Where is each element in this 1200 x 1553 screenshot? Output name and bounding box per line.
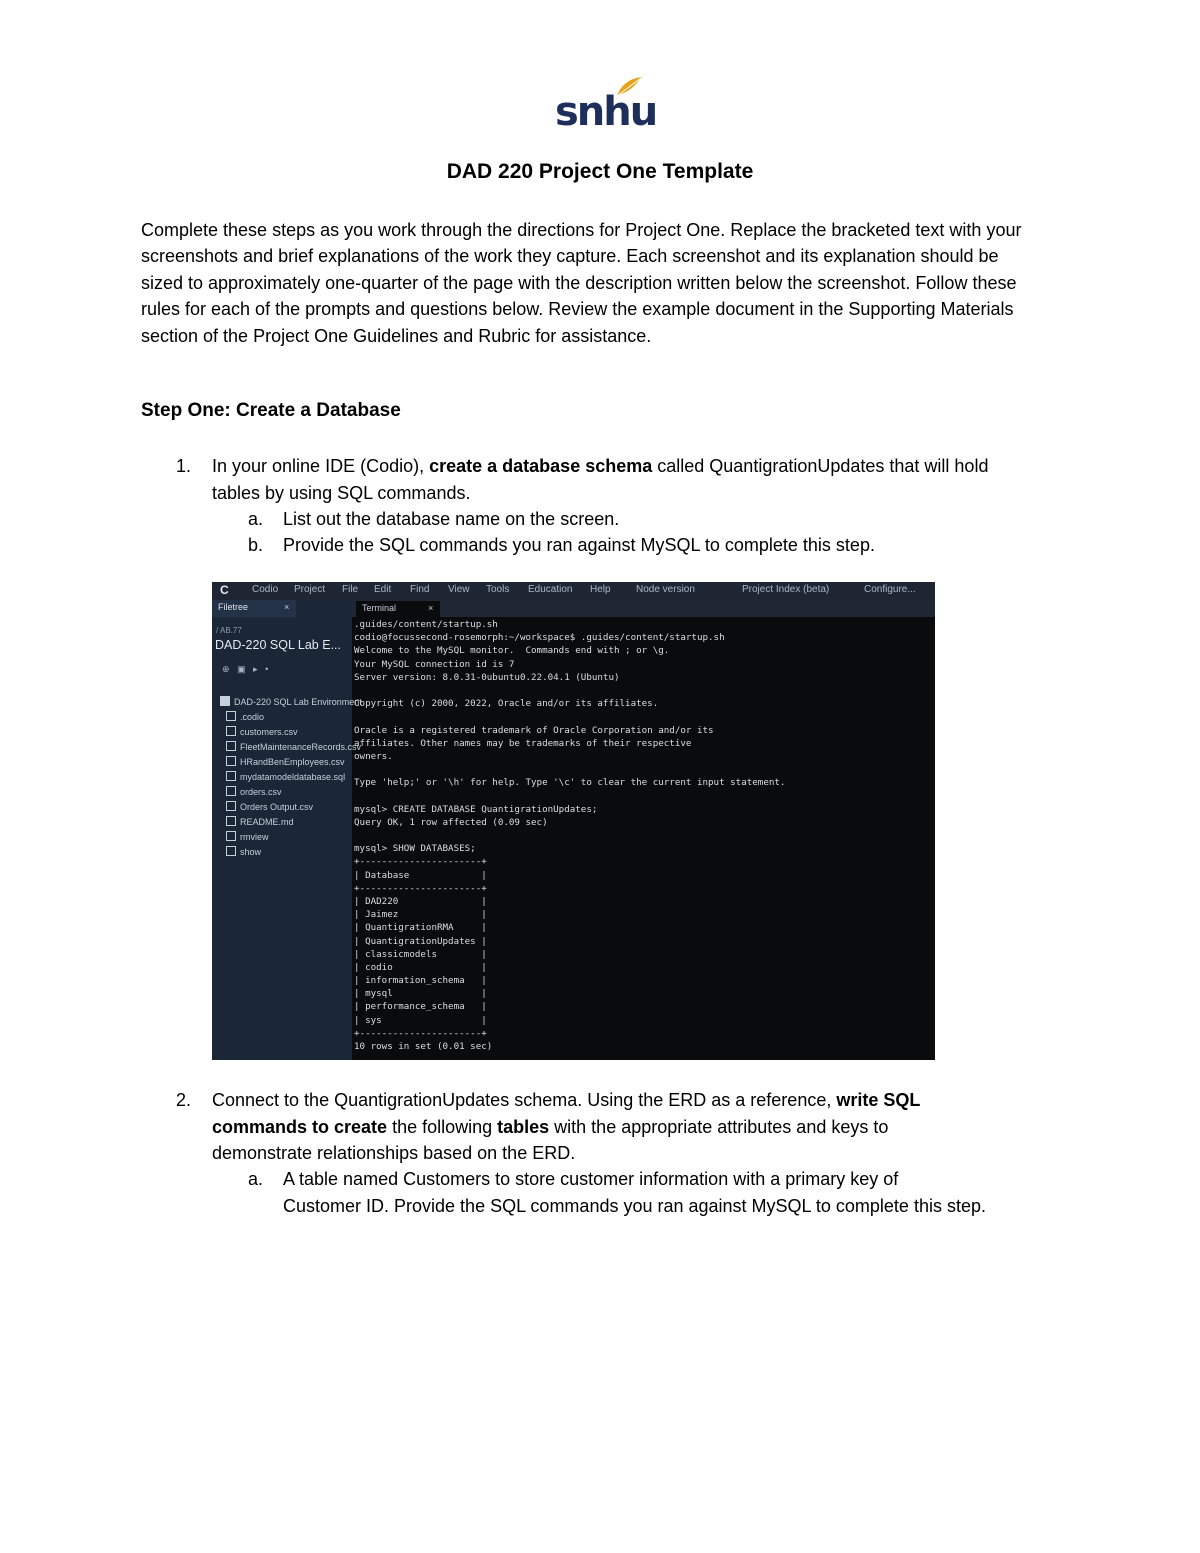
item-2-bold: tables <box>497 1117 550 1137</box>
menu-item[interactable]: Codio <box>252 584 279 595</box>
menu-item[interactable]: Tools <box>486 584 510 595</box>
snhu-logo <box>555 76 657 135</box>
refresh-icon[interactable]: • <box>265 664 269 674</box>
list-item[interactable] <box>226 846 261 857</box>
codio-logo-icon: C <box>220 583 229 597</box>
item-1-line-1 <box>212 453 1092 479</box>
terminal-output[interactable] <box>354 618 932 1053</box>
menu-item[interactable]: File <box>342 584 359 595</box>
item-2-line-3: demonstrate relationships based on the ERD. <box>212 1143 576 1163</box>
terminal-line: | Jaimez | <box>354 909 487 921</box>
add-icon[interactable]: ⊕ <box>222 664 230 674</box>
item-1a-mark: a. <box>248 509 264 529</box>
item-2a-mark: a. <box>248 1169 264 1189</box>
file-name: HRandBenEmployees.csv <box>240 757 345 767</box>
terminal-line: +----------------------+ <box>354 882 487 894</box>
item-1-text-post: called QuantigrationUpdates that will hold <box>652 456 989 476</box>
item-1b-text: Provide the SQL commands you ran against MySQL to complete this step. <box>283 535 875 555</box>
codio-screenshot <box>212 582 935 1060</box>
filetree-sidebar <box>212 600 362 1060</box>
file-icon <box>226 786 236 796</box>
terminal-line: .guides/content/startup.sh <box>354 619 498 630</box>
item-2-text: the following <box>387 1117 498 1137</box>
tab-terminal-label: Terminal <box>362 603 397 613</box>
item-2-text: Connect to the QuantigrationUpdates schema. Using the ERD as a reference, <box>212 1090 837 1110</box>
file-icon <box>226 846 236 856</box>
list-item[interactable] <box>226 816 294 827</box>
file-name: mydatamodeldatabase.sql <box>240 772 346 782</box>
item-2-bold: write SQL <box>836 1090 921 1110</box>
terminal-line: | codio | <box>354 961 487 973</box>
terminal-line: Welcome to the MySQL monitor. Commands end with ; or \g. <box>354 645 670 657</box>
folder-icon[interactable]: ▣ <box>237 664 246 674</box>
terminal-line: Your MySQL connection id is 7 <box>354 658 515 670</box>
terminal-line: mysql> SHOW DATABASES; <box>354 843 476 855</box>
file-icon <box>226 741 236 751</box>
menu-item[interactable]: View <box>448 584 470 595</box>
file-name: show <box>240 847 262 857</box>
tab-filetree[interactable] <box>212 600 296 617</box>
terminal-line: | classicmodels | <box>354 948 487 960</box>
tab-terminal[interactable] <box>356 601 440 617</box>
list-item[interactable] <box>226 756 345 767</box>
item-2a-line-1: A table named Customers to store customer information with a primary key of <box>283 1169 899 1189</box>
menu-item[interactable]: Project Index (beta) <box>742 584 830 595</box>
project-path: / AB.77 <box>216 626 242 635</box>
project-name: DAD-220 SQL Lab E... <box>215 638 341 652</box>
terminal-line: Oracle is a registered trademark of Oracle Corporation and/or its <box>354 724 714 736</box>
terminal-line: | information_schema | <box>354 975 487 987</box>
terminal-line <box>354 684 932 697</box>
item-2-text-post: with the appropriate attributes and keys to <box>549 1117 889 1137</box>
terminal-line: Copyright (c) 2000, 2022, Oracle and/or its affiliates. <box>354 698 659 710</box>
tree-toolbar <box>222 664 268 675</box>
list-item[interactable] <box>226 726 298 737</box>
tab-filetree-label: Filetree <box>218 602 249 612</box>
menu-item[interactable]: Node version <box>636 584 695 595</box>
item-2-line-1 <box>212 1087 1112 1113</box>
terminal-line: | QuantigrationUpdates | <box>354 935 487 947</box>
tree-root[interactable] <box>220 696 362 707</box>
terminal-line: | QuantigrationRMA | <box>354 922 487 934</box>
item-2-number: 2. <box>176 1090 192 1110</box>
logo-text: snhu <box>555 89 657 135</box>
terminal-line: +----------------------+ <box>354 1027 487 1039</box>
file-name: customers.csv <box>240 727 298 737</box>
ide-menubar <box>212 582 935 600</box>
item-1-line-2: tables by using SQL commands. <box>212 483 471 503</box>
file-icon <box>226 801 236 811</box>
item-1-bold: create a database schema <box>429 456 653 476</box>
list-item[interactable] <box>226 741 361 752</box>
terminal-line: owners. <box>354 750 393 762</box>
file-icon <box>226 756 236 766</box>
list-item[interactable] <box>226 786 282 797</box>
file-name: FleetMaintenanceRecords.csv <box>240 742 362 752</box>
menu-item[interactable]: Help <box>590 584 611 595</box>
list-item[interactable] <box>226 831 269 842</box>
file-icon <box>226 711 236 721</box>
menu-item[interactable]: Education <box>528 584 573 595</box>
terminal-line <box>354 829 932 842</box>
item-2a-line-2: Customer ID. Provide the SQL commands you ran against MySQL to complete this step. <box>283 1196 986 1216</box>
list-item[interactable] <box>226 801 313 812</box>
terminal-line: | mysql | <box>354 988 487 1000</box>
file-icon <box>226 816 236 826</box>
terminal-line: | DAD220 | <box>354 895 487 907</box>
terminal-line <box>354 789 932 802</box>
terminal-line <box>354 763 932 776</box>
terminal-line: affiliates. Other names may be trademarks of their respective <box>354 737 692 749</box>
list-item[interactable] <box>226 771 345 782</box>
tree-root-label: DAD-220 SQL Lab Environment <box>234 697 362 707</box>
menu-item[interactable]: Find <box>410 584 430 595</box>
item-2-bold: commands to create <box>212 1117 388 1137</box>
arrow-icon[interactable]: ▸ <box>253 664 258 674</box>
terminal-line: Query OK, 1 row affected (0.09 sec) <box>354 816 548 828</box>
terminal-line: | performance_schema | <box>354 1001 487 1013</box>
menu-item[interactable]: Configure... <box>864 584 916 595</box>
terminal-line: 10 rows in set (0.01 sec) <box>354 1041 493 1052</box>
file-name: .codio <box>240 712 265 722</box>
intro-paragraph: Complete these steps as you work through the directions for Project One. Replace the bracketed text with your screenshots and brief explanations of the work they capture. Each screenshot and its explanation should be sized to approximately one-quarter of the page with the description written below the screenshot. Follow these rules for each of the prompts and questions below. Review the example document in the Supporting Materials section of the Project One Guidelines and Rubric for assistance. <box>141 220 1022 346</box>
editor-tabbar <box>352 600 935 617</box>
file-name: orders.csv <box>240 787 282 797</box>
terminal-line: codio@focussecond-rosemorph:~/workspace$ .guides/content/startup.sh <box>354 632 725 644</box>
close-icon[interactable]: × <box>284 602 290 612</box>
terminal-line: +----------------------+ <box>354 856 487 868</box>
file-icon <box>226 771 236 781</box>
terminal-line: | sys | <box>354 1014 487 1026</box>
terminal-line: | Database | <box>354 869 487 881</box>
menu-item[interactable]: Project <box>294 584 326 595</box>
item-1b-mark: b. <box>248 535 264 555</box>
item-1-number: 1. <box>176 456 192 476</box>
file-name: rmview <box>240 832 269 842</box>
item-1-text: In your online IDE (Codio), <box>212 456 430 476</box>
document-title: DAD 220 Project One Template <box>446 160 754 183</box>
file-name: README.md <box>240 817 294 827</box>
terminal-line: Server version: 8.0.31-0ubuntu0.22.04.1 (Ubuntu) <box>354 671 620 683</box>
menu-item[interactable]: Edit <box>374 584 392 595</box>
item-2-line-2 <box>212 1114 1112 1140</box>
terminal-line: mysql> CREATE DATABASE QuantigrationUpdates; <box>354 803 598 815</box>
terminal-line: Type 'help;' or '\h' for help. Type '\c' to clear the current input statement. <box>354 777 786 789</box>
terminal-line <box>354 710 932 723</box>
close-icon[interactable]: × <box>428 603 434 613</box>
file-icon <box>226 831 236 841</box>
file-icon <box>226 726 236 736</box>
file-name: Orders Output.csv <box>240 802 314 812</box>
step-one-heading: Step One: Create a Database <box>141 400 401 421</box>
list-item[interactable] <box>226 711 264 722</box>
item-1a-text: List out the database name on the screen. <box>283 509 620 529</box>
